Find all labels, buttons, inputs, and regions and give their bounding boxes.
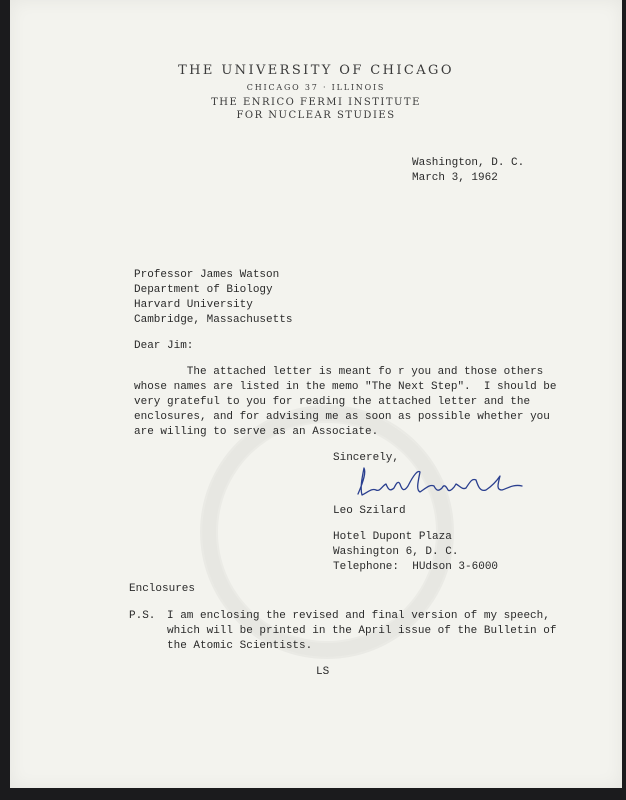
recipient-line: Cambridge, Massachusetts [134, 314, 293, 326]
postscript-line: I am enclosing the revised and final version of my speech, [167, 610, 550, 622]
enclosures-label: Enclosures [129, 583, 196, 595]
sender-address-line: Washington 6, D. C. [333, 546, 459, 558]
letterhead-city: CHICAGO 37 · ILLINOIS [246, 83, 386, 92]
recipient-line: Department of Biology [134, 284, 273, 296]
salutation: Dear Jim: [134, 340, 194, 352]
closing: Sincerely, [333, 452, 400, 464]
sender-telephone: Telephone: HUdson 3-6000 [333, 561, 499, 573]
recipient-line: Professor James Watson [134, 269, 280, 281]
body-line: The attached letter is meant fo r you and those others [134, 366, 544, 378]
body-line: very grateful to you for reading the attached letter and the [134, 396, 531, 408]
body-line: are willing to serve as an Associate. [134, 426, 379, 438]
letterhead-institute: THE ENRICO FERMI INSTITUTE [211, 97, 421, 108]
letterhead-university: THE UNIVERSITY OF CHICAGO [178, 63, 454, 78]
postscript-label: P.S. [129, 610, 156, 622]
handwritten-signature [350, 462, 530, 502]
body-line: whose names are listed in the memo "The Next Step". I should be [134, 381, 557, 393]
postscript-line: the Atomic Scientists. [167, 640, 313, 652]
letterhead-institute-sub: FOR NUCLEAR STUDIES [236, 110, 396, 121]
dateline-date: March 3, 1962 [412, 172, 498, 184]
dateline-place: Washington, D. C. [412, 157, 525, 169]
postscript-line: which will be printed in the April issue of the Bulletin of [167, 625, 557, 637]
sender-address-line: Hotel Dupont Plaza [333, 531, 452, 543]
recipient-line: Harvard University [134, 299, 253, 311]
letter-page [10, 0, 622, 788]
sender-name: Leo Szilard [333, 505, 406, 517]
body-line: enclosures, and for advising me as soon as possible whether you [134, 411, 550, 423]
typist-initials: LS [316, 666, 330, 678]
